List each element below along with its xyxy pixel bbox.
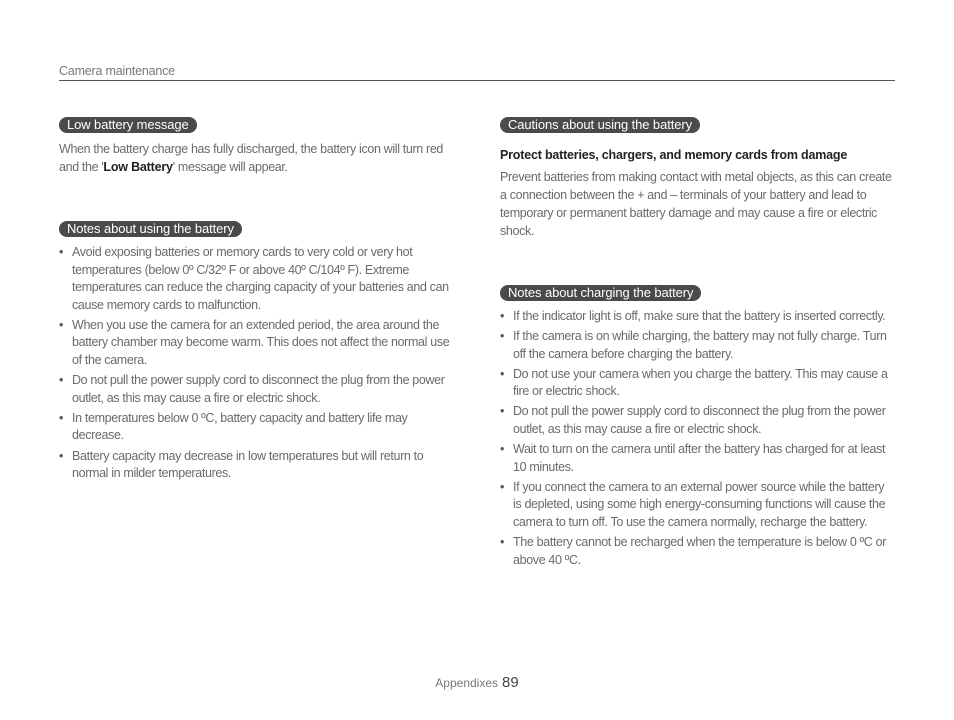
list-item xyxy=(59,317,454,370)
footer-section: Appendixes xyxy=(435,676,499,690)
bullet-icon: • xyxy=(59,448,64,463)
list-item xyxy=(500,441,895,476)
page-header xyxy=(59,62,895,81)
notes-charging-list xyxy=(500,308,895,569)
notes-charging-section xyxy=(500,284,895,569)
notes-using-section xyxy=(59,220,454,483)
notes-charging-heading: Notes about charging the battery xyxy=(500,285,701,301)
list-item xyxy=(500,328,895,363)
bullet-icon: • xyxy=(500,404,505,419)
list-item-text: When you use the camera for an extended period, the area around the battery chamber may become warm. This does not affect the normal use of the camera. xyxy=(72,317,450,368)
list-item xyxy=(59,410,454,445)
list-item-text: Do not pull the power supply cord to disconnect the plug from the power outlet, as this may cause a fire or electric shock. xyxy=(513,404,886,437)
low-battery-section xyxy=(59,116,454,176)
cautions-text: Prevent batteries from making contact with metal objects, as this can create a connection between the + and – terminals of your battery and lead to temporary or permanent battery damage and may cause a fire or electric shock. xyxy=(500,170,892,238)
cautions-subheading: Protect batteries, chargers, and memory cards from damage xyxy=(500,148,848,162)
bullet-icon: • xyxy=(59,317,64,332)
low-battery-strong: Low Battery xyxy=(103,160,173,174)
cautions-section xyxy=(500,116,895,240)
header-title: Camera maintenance xyxy=(59,64,175,78)
bullet-icon: • xyxy=(500,442,505,457)
list-item-text: Do not pull the power supply cord to disconnect the plug from the power outlet, as this may cause a fire or electric shock. xyxy=(72,373,445,405)
bullet-icon: • xyxy=(500,329,505,344)
bullet-icon: • xyxy=(500,366,505,381)
list-item-text: If you connect the camera to an external power source while the battery is depleted, using some high energy-consuming functions will cause the camera to turn off. To use the camera normally, recharge the battery. xyxy=(513,479,886,530)
list-item-text: In temperatures below 0 ºC, battery capacity and battery life may decrease. xyxy=(72,410,408,443)
list-item xyxy=(500,403,895,438)
list-item-text: If the camera is on while charging, the battery may not fully charge. Turn off the camera before charging the battery. xyxy=(513,329,887,361)
list-item xyxy=(500,366,895,401)
list-item xyxy=(500,534,895,569)
right-column xyxy=(500,116,895,572)
list-item xyxy=(500,308,895,326)
bullet-icon: • xyxy=(500,309,505,323)
cautions-heading: Cautions about using the battery xyxy=(500,117,700,133)
bullet-icon: • xyxy=(500,535,505,550)
bullet-icon: • xyxy=(500,479,505,494)
low-battery-text-before: When the battery charge has fully discharged, the battery icon will turn red and the ' xyxy=(59,142,444,174)
notes-using-list xyxy=(59,244,454,483)
page-footer xyxy=(0,674,954,691)
low-battery-heading: Low battery message xyxy=(59,117,197,133)
low-battery-text-after: ' message will appear. xyxy=(172,160,288,174)
notes-using-heading: Notes about using the battery xyxy=(59,221,242,237)
low-battery-text xyxy=(59,140,454,176)
list-item-text: Avoid exposing batteries or memory cards to very cold or very hot temperatures (below 0º C/32º F or above 40º C/104º F). Extreme temperatures can reduce the charging capacity of your batteries and can cause memory cards to malfunction. xyxy=(72,245,449,312)
list-item xyxy=(500,479,895,532)
left-column xyxy=(59,116,454,485)
bullet-icon: • xyxy=(59,410,64,425)
bullet-icon: • xyxy=(59,245,64,259)
page-number: 89 xyxy=(502,674,519,691)
list-item xyxy=(59,244,454,314)
list-item-text: Battery capacity may decrease in low temperatures but will return to normal in milder temperatures. xyxy=(72,448,424,481)
list-item xyxy=(59,372,454,407)
list-item xyxy=(59,448,454,483)
list-item-text: Do not use your camera when you charge the battery. This may cause a fire or electric shock. xyxy=(513,366,888,399)
list-item-text: The battery cannot be recharged when the temperature is below 0 ºC or above 40 ºC. xyxy=(513,535,887,567)
list-item-text: Wait to turn on the camera until after the battery has charged for at least 10 minutes. xyxy=(513,442,886,474)
bullet-icon: • xyxy=(59,373,64,388)
list-item-text: If the indicator light is off, make sure that the battery is inserted correctly. xyxy=(513,309,886,323)
